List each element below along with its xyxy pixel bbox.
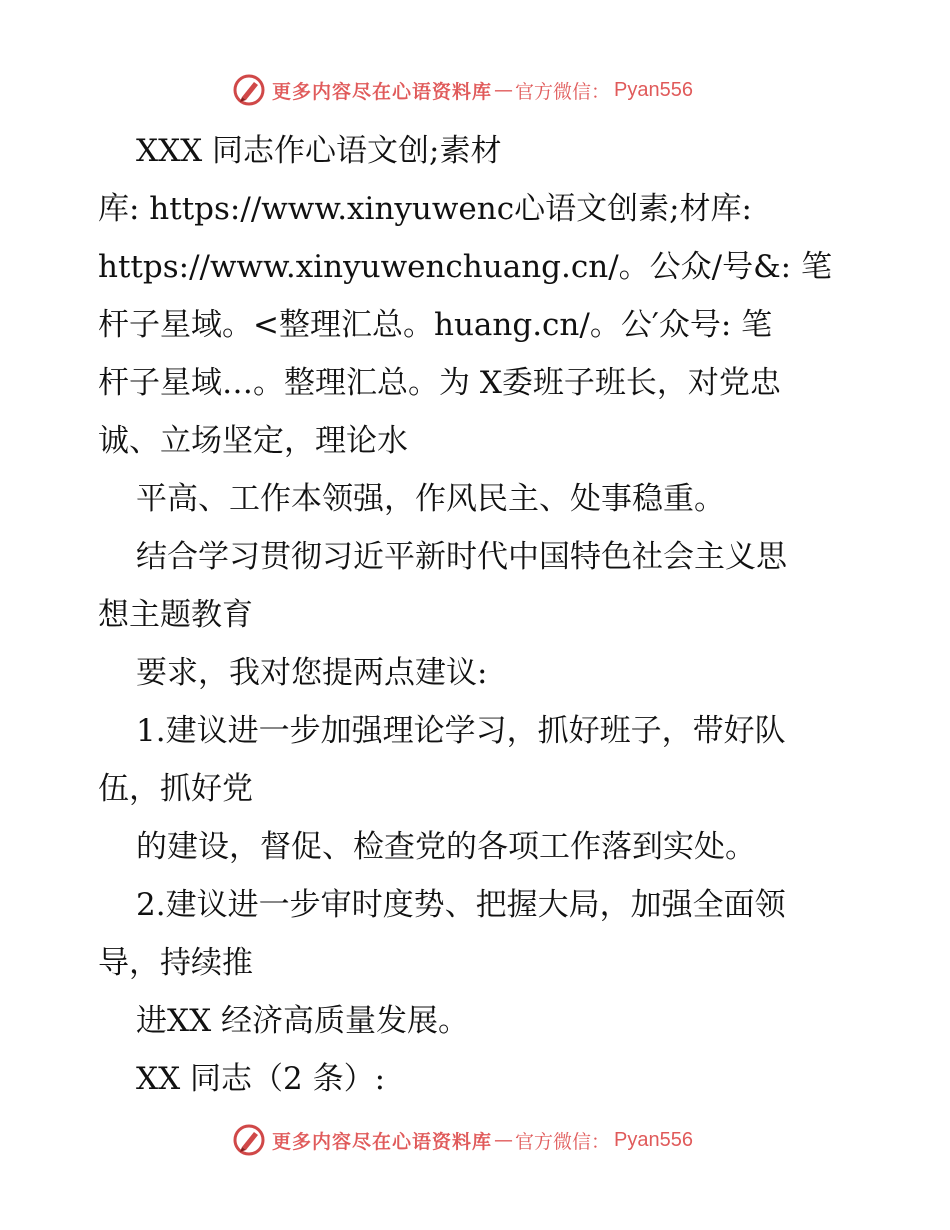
body-line-10: 要求，我对您提两点建议: bbox=[136, 655, 488, 691]
header-banner bbox=[232, 72, 732, 108]
body-line-4: 杆子星域。<整理汇总。huang.cn/。公′众号: 笔 bbox=[98, 307, 773, 343]
banner-site-text: 更多内容尽在心语资料库 bbox=[272, 1130, 493, 1153]
body-line-12: 伍，抓好党 bbox=[98, 771, 253, 807]
body-line-2: 库: https://www.xinyuwenc心语文创素;材库: bbox=[98, 191, 752, 227]
body-line-9: 想主题教育 bbox=[98, 597, 253, 633]
body-line-7: 平高、工作本领强，作风民主、处事稳重。 bbox=[136, 481, 725, 517]
banner-wechat-id: Pyan556 bbox=[614, 78, 693, 101]
banner-official-label: 官方微信： bbox=[515, 1130, 611, 1153]
body-line-3: https://www.xinyuwenchuang.cn/。公众/号&: 笔 bbox=[98, 249, 832, 285]
banner-wechat-id: Pyan556 bbox=[614, 1128, 693, 1151]
pen-logo-icon bbox=[232, 1123, 266, 1157]
body-line-6: 诚、立场坚定，理论水 bbox=[98, 423, 408, 459]
body-line-5: 杆子星域…。整理汇总。为 X委班子班长，对党忠 bbox=[98, 365, 781, 401]
document-body bbox=[98, 122, 858, 1108]
body-line-1: XXX 同志作心语文创;素材 bbox=[136, 133, 502, 169]
banner-dash: — bbox=[494, 1129, 514, 1151]
banner-official-label: 官方微信： bbox=[515, 80, 611, 103]
banner-dash: — bbox=[494, 79, 514, 101]
body-line-13: 的建设，督促、检查党的各项工作落到实处。 bbox=[136, 829, 756, 865]
body-line-17: XX 同志（2 条）: bbox=[136, 1061, 386, 1097]
body-line-11: 1.建议进一步加强理论学习，抓好班子，带好队 bbox=[136, 713, 786, 749]
footer-banner bbox=[232, 1122, 732, 1158]
body-line-8: 结合学习贯彻习近平新时代中国特色社会主义思 bbox=[136, 539, 787, 575]
body-line-16: 进XX 经济高质量发展。 bbox=[136, 1003, 469, 1039]
banner-site-text: 更多内容尽在心语资料库 bbox=[272, 80, 493, 103]
body-line-15: 导，持续推 bbox=[98, 945, 253, 981]
body-line-14: 2.建议进一步审时度势、把握大局，加强全面领 bbox=[136, 887, 786, 923]
pen-logo-icon bbox=[232, 73, 266, 107]
